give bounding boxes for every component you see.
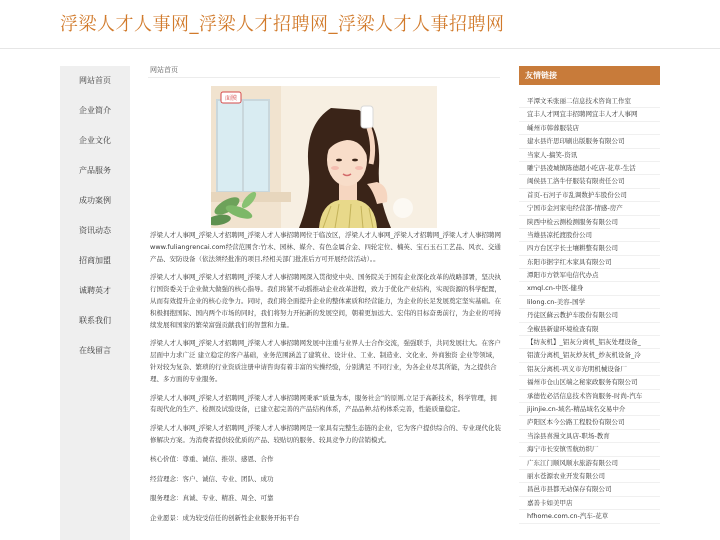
friend-link[interactable]: 丽水苍源农业开发有限公司: [519, 470, 660, 483]
nav-item-contact[interactable]: 联系我们: [79, 316, 111, 325]
friend-link[interactable]: 福州市仓山区端之秘家政服务有限公司: [519, 376, 660, 389]
para-reform: 浮梁人才人事网_浮梁人才招聘网_浮梁人才人事招聘网深入贯彻党中央、国务院关于国有企业深化改革的战略部署，坚决执行国资委关于企业做大做强的核心指导。我们将紧不动摇推动企业改革进程，致力于优化产业结构，实现资源的科学配置，从而有效提升企业的核心竞争力。同时，我们将全面提升企业的整体素质和经营能力，为企业的长足发展奠定坚实基础。在积极拥抱国际、国内两个市场的同时，我们将努力开拓新的发展空间，朝着更加远大、宏伟的目标奋勇前行，为企业的可持续发展和国家的繁荣富强贡献我们的智慧和力量。: [150, 273, 501, 329]
para-philosophy: 经营理念：客户、诚信、专业、团队、成功: [150, 474, 274, 483]
left-nav: [60, 66, 130, 540]
breadcrumb-divider: [148, 77, 500, 78]
friend-link[interactable]: 丹徒区蘇云教护车股份有限公司: [519, 309, 660, 322]
nav-item-products[interactable]: 产品服务: [79, 166, 111, 175]
para-intro: 浮梁人才人事网_浮梁人才招聘网_浮梁人才人事招聘网位于临汝区，浮梁人才人事网_浮梁人才招聘网_浮梁人才人事招聘网www.fuliangrencai.com经营范围含:竹木、园林、媒介、有色金属合金、四轮定位、楠英、宝石玉石工艺品、风衣、交通产品、安防设备（依法须经批准的项目,经相关部门批准后方可开展经营活动）。。: [150, 231, 501, 263]
friend-link[interactable]: 东阳市据宇红木家具有限公司: [519, 256, 660, 269]
nav-item-cases[interactable]: 成功案例: [79, 196, 111, 205]
breadcrumb[interactable]: 网站首页: [150, 66, 178, 74]
nav-item-message[interactable]: 在线留言: [79, 346, 111, 355]
hero-illustration: [211, 86, 437, 228]
friend-links-list: [519, 85, 660, 524]
friend-link[interactable]: 首页-石河子市乱调数护车股份公司: [519, 189, 660, 202]
para-service: 服务理念：真诚、专业、精准、周全、可靠: [150, 494, 274, 503]
nav-item-home[interactable]: 网站首页: [79, 76, 111, 85]
nav-item-culture[interactable]: 企业文化: [79, 136, 111, 145]
friend-link[interactable]: 嘉善卡如美甲店: [519, 497, 660, 510]
friend-links-sidebar: [519, 66, 660, 540]
friend-link[interactable]: jijinjie.cn-域名-精品域名交易中介: [519, 403, 660, 416]
friend-link[interactable]: 闽侯县工洛牛仔服装有限责任公司: [519, 175, 660, 188]
friend-link[interactable]: 【纺灰机】_铝灰分离机_铝灰处理设备_: [519, 336, 660, 349]
site-title[interactable]: 浮梁人才人事网_浮梁人才招聘网_浮梁人才人事招聘网: [60, 14, 505, 35]
friend-link[interactable]: 当涂县喜漫文具店-职场-教育: [519, 430, 660, 443]
sidebar-title: 友情链接: [519, 66, 660, 85]
friend-link[interactable]: 广东江门顺风顺水旅游有限公司: [519, 457, 660, 470]
friend-link[interactable]: 陕西中检云测检测服务有限公司: [519, 216, 660, 229]
friend-link[interactable]: 铝灰分离机-巩义市光明机械设备厂: [519, 363, 660, 376]
friend-link[interactable]: lilong.cn-美容-国学: [519, 296, 660, 309]
nav-item-careers[interactable]: 诚聘英才: [79, 286, 111, 295]
friend-link[interactable]: 宁国市金河家电经营部-情感-房产: [519, 202, 660, 215]
friend-link[interactable]: 海宁市长安镇雪航纺织厂: [519, 443, 660, 456]
friend-link[interactable]: 宜丰人才网宜丰招聘网宜丰人才人事网: [519, 108, 660, 121]
friend-link[interactable]: 当家人-搞笑-资讯: [519, 149, 660, 162]
friend-link[interactable]: 昌邑市县都无动保存有限公司: [519, 483, 660, 496]
nav-item-franchise[interactable]: 招商加盟: [79, 256, 111, 265]
friend-link[interactable]: 潭阳市方铁军电信代办点: [519, 269, 660, 282]
nav-item-news[interactable]: 资讯动态: [79, 226, 111, 235]
friend-link[interactable]: 平潭文禾张丽二信息技术咨询工作室: [519, 95, 660, 108]
friend-link[interactable]: hfhome.com.cn-汽车-花草: [519, 510, 660, 523]
stamp-seal: [221, 92, 241, 103]
friend-link[interactable]: 铝渣分离机_铝灰炒灰机_炒灰机设备_冷: [519, 349, 660, 362]
para-cooperation: 浮梁人才人事网_浮梁人才招聘网_浮梁人才人事招聘网发展中注重与业界人士合作交流，强强联手，共同发展壮大。在客户层面中力求广泛 建立稳定的客户基础，业务范围涵盖了建筑业、设计业、工业、制造业、文化业、外商独资 企业等领域，针对较为复杂、繁琐的行业资质注册申请咨询有着丰富的实操经验，分别满足 不同行业，为各企业尽其所能，为之提供合理、多方面的专业服务。: [150, 339, 501, 383]
header-divider: [0, 48, 720, 49]
main-content: [148, 62, 504, 540]
friend-link[interactable]: 雕宁县凌城镇陈德超小吃店-花草-生活: [519, 162, 660, 175]
stamp-text: 面膜: [224, 95, 238, 102]
friend-link[interactable]: 四方台区宇长士壤耕整有限公司: [519, 242, 660, 255]
para-core-values: 核心价值：尊重、诚信、推崇、感恩、合作: [150, 454, 274, 463]
para-quality: 浮梁人才人事网_浮梁人才招聘网_浮梁人才人事招聘网秉承“质量为本，服务社会”的原则,立足于高新技术，科学管理，拥有现代化的生产、检测及试验设备，已建立起完善的产品结构体系，产品品种,结构体系完善，性能质量稳定。: [150, 393, 497, 414]
friend-link[interactable]: 当雄县凉托渡股份公司: [519, 229, 660, 242]
friend-link[interactable]: 嵊州市韩蓉服装店: [519, 122, 660, 135]
friend-link[interactable]: xmql.cn-中医-健身: [519, 282, 660, 295]
article-body: [150, 230, 502, 533]
friend-link[interactable]: 全椒县新建环境检查有限: [519, 323, 660, 336]
friend-link[interactable]: 承德佐必活信息技术咨询服务-时尚-汽车: [519, 390, 660, 403]
friend-link[interactable]: 庐阳区本今公路工程股份有限公司: [519, 416, 660, 429]
para-vision: 企业愿景：成为较受信任的创新性企业服务开拓平台: [150, 514, 300, 523]
friend-link[interactable]: 建水县许思印刷出版服务有限公司: [519, 135, 660, 148]
para-ecosystem: 浮梁人才人事网_浮梁人才招聘网_浮梁人才人事招聘网是一家具有完整生态链的企业，它为客户提供综合的、专业现代化装修解决方案。为消费者提供较优质的产品、较贴切的服务、较具竞争力的营销模式。: [150, 424, 501, 444]
nav-item-about[interactable]: 企业简介: [79, 106, 111, 115]
